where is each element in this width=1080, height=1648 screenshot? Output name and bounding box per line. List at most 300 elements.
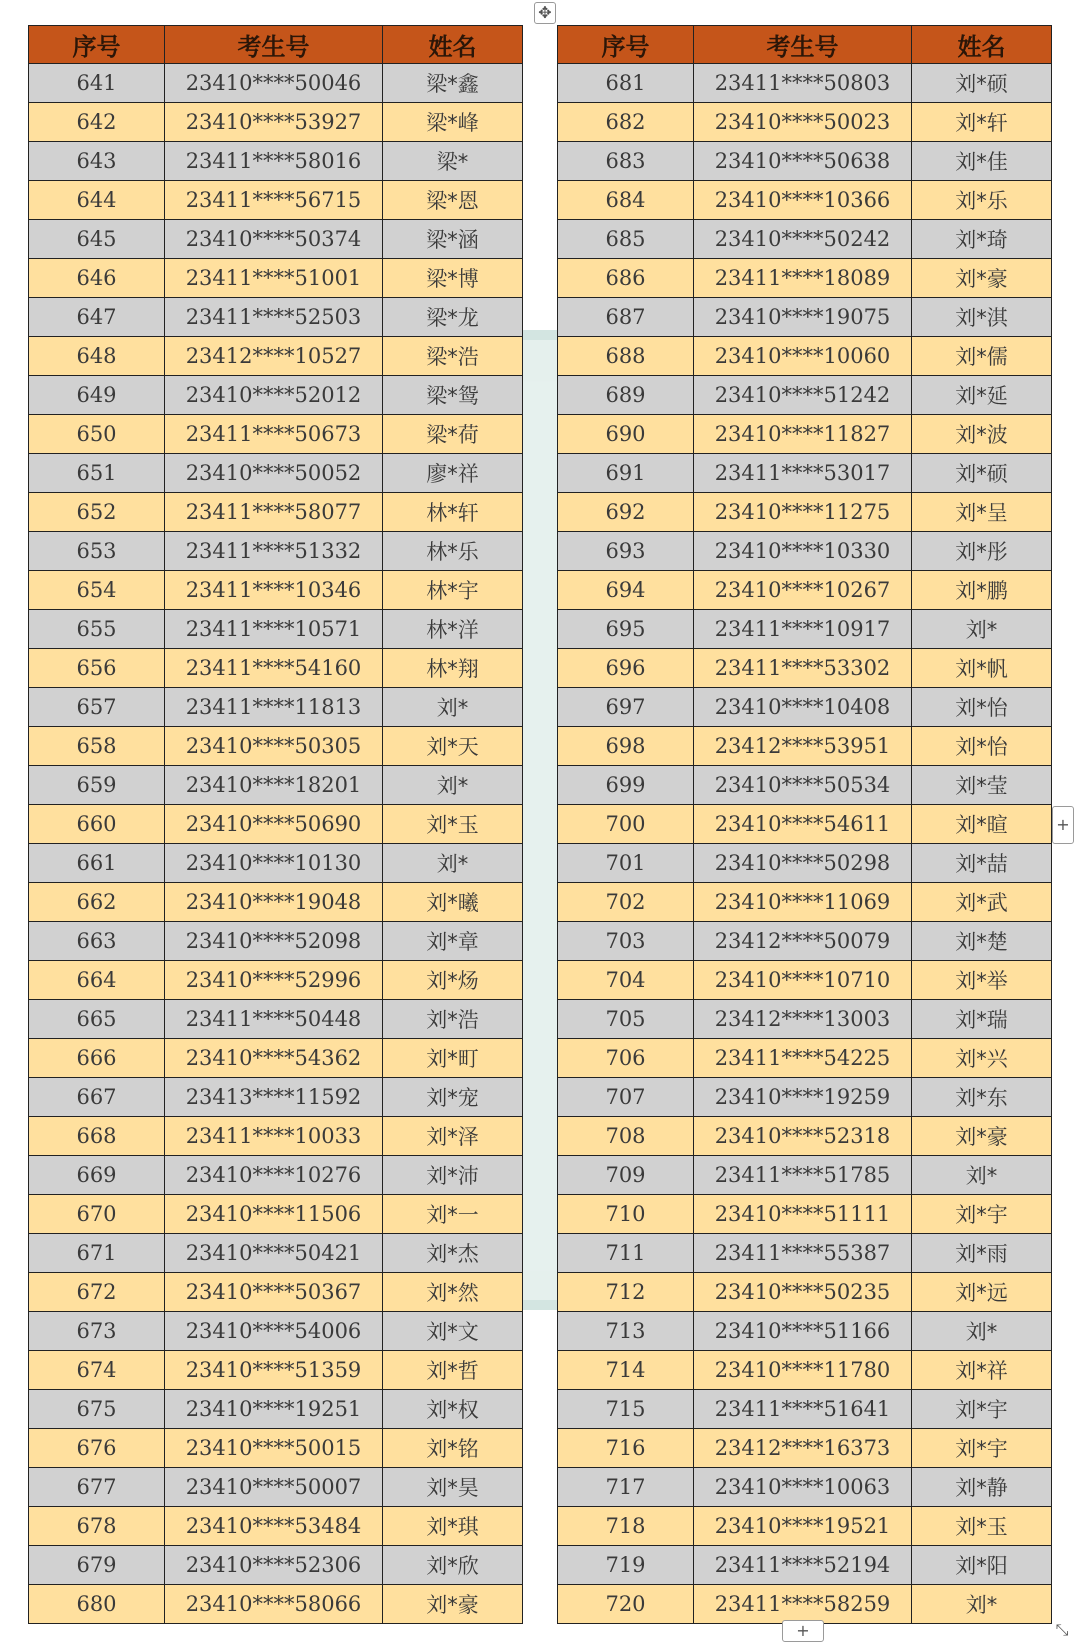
exam-no-cell: 23410****11827 <box>694 415 912 454</box>
exam-no-cell: 23412****10527 <box>165 337 383 376</box>
seq-cell: 693 <box>558 532 694 571</box>
exam-no-cell: 23410****10710 <box>694 961 912 1000</box>
exam-no-cell: 23411****18089 <box>694 259 912 298</box>
right-table <box>557 25 1052 1624</box>
table-row <box>558 766 1052 805</box>
table-row <box>29 259 523 298</box>
table-row <box>29 220 523 259</box>
name-cell: 刘*静 <box>912 1468 1052 1507</box>
table-row <box>558 1507 1052 1546</box>
seq-cell: 671 <box>29 1234 165 1273</box>
name-cell: 刘*章 <box>383 922 523 961</box>
exam-no-cell: 23410****11069 <box>694 883 912 922</box>
name-cell: 刘*祥 <box>912 1351 1052 1390</box>
name-cell: 刘*豪 <box>383 1585 523 1624</box>
table-row <box>558 1312 1052 1351</box>
name-cell: 刘* <box>383 844 523 883</box>
seq-cell: 658 <box>29 727 165 766</box>
name-cell: 刘*曦 <box>383 883 523 922</box>
exam-no-cell: 23410****51111 <box>694 1195 912 1234</box>
name-cell: 刘*暄 <box>912 805 1052 844</box>
exam-no-cell: 23412****16373 <box>694 1429 912 1468</box>
table-row <box>29 1156 523 1195</box>
seq-cell: 714 <box>558 1351 694 1390</box>
name-cell: 刘*淇 <box>912 298 1052 337</box>
exam-no-cell: 23410****51359 <box>165 1351 383 1390</box>
table-row <box>558 532 1052 571</box>
table-row <box>558 415 1052 454</box>
table-row <box>29 376 523 415</box>
exam-no-cell: 23411****10917 <box>694 610 912 649</box>
exam-no-cell: 23410****19259 <box>694 1078 912 1117</box>
name-cell: 刘*瑞 <box>912 1000 1052 1039</box>
exam-no-cell: 23410****58066 <box>165 1585 383 1624</box>
exam-no-cell: 23410****10060 <box>694 337 912 376</box>
table-row <box>558 1156 1052 1195</box>
seq-cell: 701 <box>558 844 694 883</box>
name-cell: 刘*琦 <box>912 220 1052 259</box>
seq-cell: 675 <box>29 1390 165 1429</box>
exam-no-cell: 23411****51785 <box>694 1156 912 1195</box>
table-row <box>29 1546 523 1585</box>
table-row <box>29 142 523 181</box>
exam-no-cell: 23410****50367 <box>165 1273 383 1312</box>
name-cell: 刘*昊 <box>383 1468 523 1507</box>
seq-cell: 690 <box>558 415 694 454</box>
name-header: 姓名 <box>912 26 1052 64</box>
exam-no-cell: 23410****19075 <box>694 298 912 337</box>
seq-cell: 673 <box>29 1312 165 1351</box>
seq-cell: 681 <box>558 64 694 103</box>
seq-cell: 684 <box>558 181 694 220</box>
table-row <box>29 1195 523 1234</box>
table-row <box>558 1546 1052 1585</box>
name-cell: 梁*涵 <box>383 220 523 259</box>
table-row <box>558 1273 1052 1312</box>
table-row <box>29 337 523 376</box>
name-cell: 梁*鑫 <box>383 64 523 103</box>
exam-no-cell: 23410****54006 <box>165 1312 383 1351</box>
table-row <box>29 103 523 142</box>
exam-no-cell: 23411****10033 <box>165 1117 383 1156</box>
name-cell: 刘*呈 <box>912 493 1052 532</box>
name-cell: 刘*波 <box>912 415 1052 454</box>
exam-no-cell: 23410****50023 <box>694 103 912 142</box>
table-row <box>558 259 1052 298</box>
name-cell: 刘*楚 <box>912 922 1052 961</box>
exam-no-cell: 23410****50421 <box>165 1234 383 1273</box>
exam-no-cell: 23411****51332 <box>165 532 383 571</box>
exam-no-cell: 23410****52996 <box>165 961 383 1000</box>
name-cell: 刘*浩 <box>383 1000 523 1039</box>
seq-cell: 707 <box>558 1078 694 1117</box>
name-cell: 刘*铭 <box>383 1429 523 1468</box>
add-column-button[interactable]: + <box>1052 806 1074 844</box>
seq-cell: 718 <box>558 1507 694 1546</box>
name-cell: 刘* <box>912 610 1052 649</box>
seq-cell: 642 <box>29 103 165 142</box>
seq-cell: 654 <box>29 571 165 610</box>
seq-cell: 655 <box>29 610 165 649</box>
seq-cell: 646 <box>29 259 165 298</box>
exam-no-cell: 23411****50673 <box>165 415 383 454</box>
seq-cell: 674 <box>29 1351 165 1390</box>
table-row <box>29 532 523 571</box>
exam-no-cell: 23410****50235 <box>694 1273 912 1312</box>
seq-cell: 720 <box>558 1585 694 1624</box>
exam-no-cell: 23411****51641 <box>694 1390 912 1429</box>
name-cell: 刘*宠 <box>383 1078 523 1117</box>
exam-no-cell: 23410****50046 <box>165 64 383 103</box>
seq-cell: 708 <box>558 1117 694 1156</box>
name-cell: 刘*町 <box>383 1039 523 1078</box>
table-row <box>558 103 1052 142</box>
name-cell: 刘*乐 <box>912 181 1052 220</box>
name-cell: 刘*沛 <box>383 1156 523 1195</box>
seq-cell: 717 <box>558 1468 694 1507</box>
seq-cell: 678 <box>29 1507 165 1546</box>
exam-no-cell: 23410****53484 <box>165 1507 383 1546</box>
seq-cell: 666 <box>29 1039 165 1078</box>
table-row <box>29 1507 523 1546</box>
seq-cell: 641 <box>29 64 165 103</box>
seq-cell: 703 <box>558 922 694 961</box>
table-row <box>29 727 523 766</box>
exam-no-cell: 23410****53927 <box>165 103 383 142</box>
name-cell: 刘*琪 <box>383 1507 523 1546</box>
name-cell: 刘*鹏 <box>912 571 1052 610</box>
table-row <box>29 493 523 532</box>
exam-no-cell: 23411****50448 <box>165 1000 383 1039</box>
seq-cell: 694 <box>558 571 694 610</box>
seq-cell: 656 <box>29 649 165 688</box>
seq-cell: 672 <box>29 1273 165 1312</box>
seq-cell: 713 <box>558 1312 694 1351</box>
seq-cell: 716 <box>558 1429 694 1468</box>
seq-cell: 695 <box>558 610 694 649</box>
seq-cell: 700 <box>558 805 694 844</box>
name-cell: 刘*天 <box>383 727 523 766</box>
seq-cell: 663 <box>29 922 165 961</box>
table-row <box>29 1585 523 1624</box>
seq-cell: 670 <box>29 1195 165 1234</box>
exam-no-cell: 23411****58077 <box>165 493 383 532</box>
name-cell: 刘* <box>912 1585 1052 1624</box>
seq-cell: 696 <box>558 649 694 688</box>
name-cell: 林*轩 <box>383 493 523 532</box>
table-row <box>29 1312 523 1351</box>
seq-cell: 688 <box>558 337 694 376</box>
resize-handle-icon[interactable]: ⤡ <box>1055 1620 1069 1639</box>
table-row <box>29 922 523 961</box>
seq-cell: 698 <box>558 727 694 766</box>
exam-no-cell: 23411****52194 <box>694 1546 912 1585</box>
table-row <box>29 181 523 220</box>
name-cell: 林*宇 <box>383 571 523 610</box>
name-cell: 刘* <box>912 1312 1052 1351</box>
exam-no-cell: 23411****55387 <box>694 1234 912 1273</box>
exam-no-cell: 23410****19048 <box>165 883 383 922</box>
exam-no-cell: 23410****50007 <box>165 1468 383 1507</box>
exam-no-cell: 23411****58016 <box>165 142 383 181</box>
seq-cell: 661 <box>29 844 165 883</box>
seq-cell: 706 <box>558 1039 694 1078</box>
name-cell: 刘*怡 <box>912 727 1052 766</box>
table-row <box>558 1039 1052 1078</box>
seq-cell: 682 <box>558 103 694 142</box>
table-row <box>558 181 1052 220</box>
table-row <box>558 142 1052 181</box>
name-cell: 林*乐 <box>383 532 523 571</box>
table-row <box>29 454 523 493</box>
table-row <box>558 1429 1052 1468</box>
name-cell: 梁*博 <box>383 259 523 298</box>
name-cell: 梁*恩 <box>383 181 523 220</box>
table-row <box>29 688 523 727</box>
table-row <box>558 1117 1052 1156</box>
exam-no-cell: 23411****54225 <box>694 1039 912 1078</box>
exam-no-cell: 23411****52503 <box>165 298 383 337</box>
exam-no-cell: 23411****51001 <box>165 259 383 298</box>
name-cell: 梁*龙 <box>383 298 523 337</box>
exam-no-cell: 23411****54160 <box>165 649 383 688</box>
seq-cell: 683 <box>558 142 694 181</box>
seq-cell: 649 <box>29 376 165 415</box>
exam-no-cell: 23411****10346 <box>165 571 383 610</box>
table-row <box>558 1468 1052 1507</box>
exam-no-cell: 23410****50242 <box>694 220 912 259</box>
name-cell: 刘*文 <box>383 1312 523 1351</box>
name-cell: 刘*东 <box>912 1078 1052 1117</box>
name-cell: 刘*权 <box>383 1390 523 1429</box>
name-cell: 刘*炀 <box>383 961 523 1000</box>
exam-no-cell: 23410****50052 <box>165 454 383 493</box>
seq-cell: 686 <box>558 259 694 298</box>
table-row <box>29 1351 523 1390</box>
name-cell: 刘*佳 <box>912 142 1052 181</box>
name-cell: 刘* <box>383 688 523 727</box>
seq-cell: 679 <box>29 1546 165 1585</box>
name-cell: 刘*豪 <box>912 259 1052 298</box>
table-row <box>558 610 1052 649</box>
seq-cell: 657 <box>29 688 165 727</box>
left-table <box>28 25 523 1624</box>
seq-cell: 719 <box>558 1546 694 1585</box>
name-cell: 刘*轩 <box>912 103 1052 142</box>
table-row <box>558 688 1052 727</box>
seq-cell: 647 <box>29 298 165 337</box>
seq-cell: 685 <box>558 220 694 259</box>
table-row <box>29 766 523 805</box>
table-row <box>558 1234 1052 1273</box>
table-row <box>29 64 523 103</box>
exam-no-cell: 23410****10063 <box>694 1468 912 1507</box>
add-row-button[interactable]: + <box>782 1620 824 1642</box>
name-cell: 梁*峰 <box>383 103 523 142</box>
name-cell: 刘*欣 <box>383 1546 523 1585</box>
seq-cell: 653 <box>29 532 165 571</box>
table-row <box>558 1585 1052 1624</box>
exam-no-cell: 23413****11592 <box>165 1078 383 1117</box>
exam-no-cell: 23410****54362 <box>165 1039 383 1078</box>
name-cell: 刘*远 <box>912 1273 1052 1312</box>
table-row <box>558 649 1052 688</box>
seq-cell: 692 <box>558 493 694 532</box>
exam-no-cell: 23410****50638 <box>694 142 912 181</box>
name-cell: 刘* <box>383 766 523 805</box>
seq-cell: 652 <box>29 493 165 532</box>
name-cell: 林*洋 <box>383 610 523 649</box>
table-row <box>558 337 1052 376</box>
seq-cell: 709 <box>558 1156 694 1195</box>
table-row <box>558 1195 1052 1234</box>
name-cell: 刘*杰 <box>383 1234 523 1273</box>
name-cell: 刘*玉 <box>912 1507 1052 1546</box>
table-row <box>558 883 1052 922</box>
seq-cell: 650 <box>29 415 165 454</box>
seq-cell: 711 <box>558 1234 694 1273</box>
table-row <box>558 298 1052 337</box>
seq-header: 序号 <box>29 26 165 64</box>
name-cell: 林*翔 <box>383 649 523 688</box>
table-row <box>558 922 1052 961</box>
table-row <box>29 844 523 883</box>
name-cell: 刘* <box>912 1156 1052 1195</box>
exam-no-cell: 23411****10571 <box>165 610 383 649</box>
exam-no-cell: 23411****53302 <box>694 649 912 688</box>
exam-no-cell: 23410****11780 <box>694 1351 912 1390</box>
name-cell: 刘*宇 <box>912 1429 1052 1468</box>
name-cell: 刘*举 <box>912 961 1052 1000</box>
seq-cell: 710 <box>558 1195 694 1234</box>
exam-no-cell: 23410****52012 <box>165 376 383 415</box>
seq-cell: 691 <box>558 454 694 493</box>
exam-no-cell: 23411****53017 <box>694 454 912 493</box>
table-row <box>29 1273 523 1312</box>
exam-no-cell: 23410****10276 <box>165 1156 383 1195</box>
seq-cell: 687 <box>558 298 694 337</box>
exam-no-cell: 23412****53951 <box>694 727 912 766</box>
seq-cell: 662 <box>29 883 165 922</box>
exam-no-header: 考生号 <box>165 26 383 64</box>
name-cell: 刘*儒 <box>912 337 1052 376</box>
exam-no-cell: 23410****50374 <box>165 220 383 259</box>
table-row <box>29 649 523 688</box>
exam-no-cell: 23410****50305 <box>165 727 383 766</box>
name-cell: 刘*帆 <box>912 649 1052 688</box>
table-row <box>558 1390 1052 1429</box>
seq-cell: 659 <box>29 766 165 805</box>
header-row <box>558 26 1052 64</box>
exam-no-cell: 23411****56715 <box>165 181 383 220</box>
exam-no-cell: 23410****52098 <box>165 922 383 961</box>
exam-no-header: 考生号 <box>694 26 912 64</box>
exam-no-cell: 23410****50015 <box>165 1429 383 1468</box>
seq-cell: 668 <box>29 1117 165 1156</box>
exam-no-cell: 23412****50079 <box>694 922 912 961</box>
table-row <box>558 220 1052 259</box>
table-row <box>29 1429 523 1468</box>
exam-no-cell: 23410****50298 <box>694 844 912 883</box>
table-row <box>29 610 523 649</box>
exam-no-cell: 23410****51166 <box>694 1312 912 1351</box>
table-row <box>558 844 1052 883</box>
exam-no-cell: 23410****10130 <box>165 844 383 883</box>
name-cell: 梁*浩 <box>383 337 523 376</box>
name-cell: 刘*喆 <box>912 844 1052 883</box>
seq-cell: 715 <box>558 1390 694 1429</box>
name-cell: 刘*莹 <box>912 766 1052 805</box>
table-row <box>29 298 523 337</box>
name-cell: 梁* <box>383 142 523 181</box>
table-row <box>558 64 1052 103</box>
seq-header: 序号 <box>558 26 694 64</box>
name-cell: 梁*鸳 <box>383 376 523 415</box>
exam-no-cell: 23410****10267 <box>694 571 912 610</box>
table-row <box>558 493 1052 532</box>
exam-no-cell: 23410****11506 <box>165 1195 383 1234</box>
seq-cell: 704 <box>558 961 694 1000</box>
table-row <box>558 376 1052 415</box>
exam-no-cell: 23410****18201 <box>165 766 383 805</box>
seq-cell: 697 <box>558 688 694 727</box>
name-header: 姓名 <box>383 26 523 64</box>
exam-no-cell: 23410****52306 <box>165 1546 383 1585</box>
table-row <box>29 883 523 922</box>
name-cell: 刘*兴 <box>912 1039 1052 1078</box>
seq-cell: 644 <box>29 181 165 220</box>
seq-cell: 677 <box>29 1468 165 1507</box>
seq-cell: 680 <box>29 1585 165 1624</box>
seq-cell: 676 <box>29 1429 165 1468</box>
table-row <box>29 1078 523 1117</box>
name-cell: 刘*然 <box>383 1273 523 1312</box>
exam-no-cell: 23410****54611 <box>694 805 912 844</box>
exam-no-cell: 23410****10366 <box>694 181 912 220</box>
name-cell: 廖*祥 <box>383 454 523 493</box>
exam-no-cell: 23410****50690 <box>165 805 383 844</box>
seq-cell: 660 <box>29 805 165 844</box>
table-move-handle-icon[interactable]: ✥ <box>534 2 556 24</box>
table-row <box>558 1078 1052 1117</box>
table-row <box>29 415 523 454</box>
table-row <box>558 1000 1052 1039</box>
name-cell: 刘*宇 <box>912 1390 1052 1429</box>
seq-cell: 645 <box>29 220 165 259</box>
name-cell: 梁*荷 <box>383 415 523 454</box>
name-cell: 刘*宇 <box>912 1195 1052 1234</box>
table-row <box>558 571 1052 610</box>
exam-no-cell: 23410****19521 <box>694 1507 912 1546</box>
name-cell: 刘*阳 <box>912 1546 1052 1585</box>
seq-cell: 705 <box>558 1000 694 1039</box>
seq-cell: 702 <box>558 883 694 922</box>
name-cell: 刘*一 <box>383 1195 523 1234</box>
table-row <box>558 805 1052 844</box>
seq-cell: 669 <box>29 1156 165 1195</box>
name-cell: 刘*怡 <box>912 688 1052 727</box>
table-row <box>29 1000 523 1039</box>
name-cell: 刘*雨 <box>912 1234 1052 1273</box>
seq-cell: 648 <box>29 337 165 376</box>
exam-no-cell: 23410****11275 <box>694 493 912 532</box>
exam-no-cell: 23411****58259 <box>694 1585 912 1624</box>
header-row <box>29 26 523 64</box>
table-row <box>558 961 1052 1000</box>
seq-cell: 665 <box>29 1000 165 1039</box>
name-cell: 刘*武 <box>912 883 1052 922</box>
name-cell: 刘*豪 <box>912 1117 1052 1156</box>
